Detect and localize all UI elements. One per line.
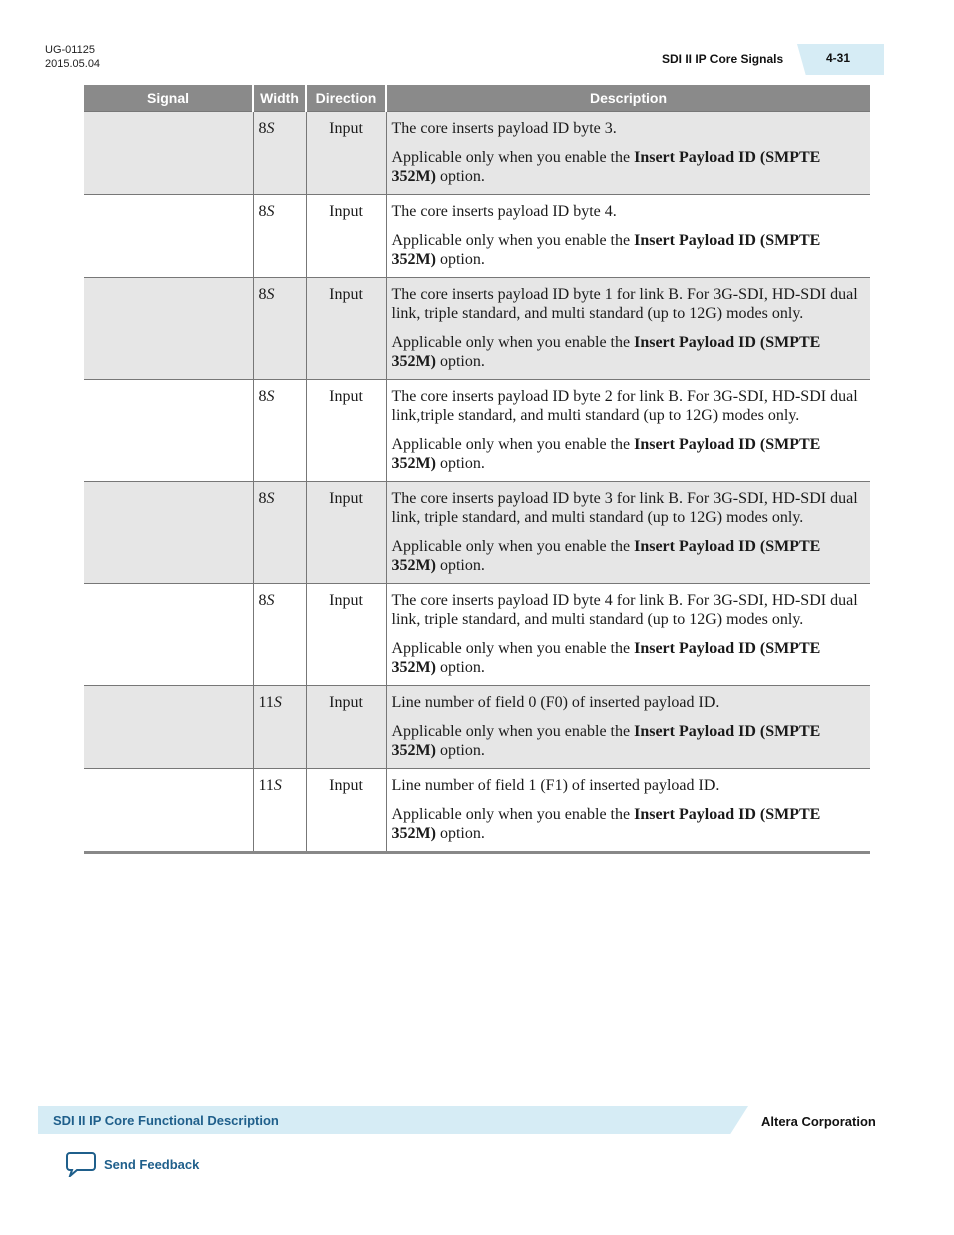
table-row bbox=[84, 278, 870, 380]
note-prefix: Applicable only when you enable the bbox=[391, 538, 635, 555]
signal-table bbox=[84, 85, 870, 854]
note-suffix: option. bbox=[435, 825, 485, 842]
applicability-note bbox=[392, 231, 866, 269]
company-name: Altera Corporation bbox=[761, 1114, 876, 1129]
column-header-width: Width bbox=[253, 85, 306, 112]
width-value: 8 bbox=[258, 388, 267, 405]
description-cell bbox=[386, 278, 870, 380]
footer-section-link[interactable]: SDI II IP Core Functional Description bbox=[53, 1113, 279, 1128]
table-body bbox=[84, 112, 870, 853]
description-cell bbox=[386, 584, 870, 686]
signal-cell bbox=[84, 380, 253, 482]
width-variable: S bbox=[273, 777, 282, 794]
direction-cell: Input bbox=[306, 195, 386, 278]
width-cell bbox=[253, 686, 306, 769]
table-row bbox=[84, 769, 870, 853]
note-suffix: option. bbox=[435, 659, 485, 676]
signal-cell bbox=[84, 195, 253, 278]
applicability-note bbox=[392, 537, 866, 575]
note-prefix: Applicable only when you enable the bbox=[391, 232, 635, 249]
note-suffix: option. bbox=[435, 742, 485, 759]
applicability-note bbox=[392, 805, 866, 843]
column-header-description: Description bbox=[386, 85, 870, 112]
note-option-name: Insert Payload ID (SMPTE 352M) bbox=[391, 436, 821, 472]
width-value: 8 bbox=[258, 203, 267, 220]
note-option-name: Insert Payload ID (SMPTE 352M) bbox=[391, 538, 821, 574]
signal-cell bbox=[84, 482, 253, 584]
document-id: UG-01125 bbox=[45, 44, 95, 56]
send-feedback-link[interactable] bbox=[66, 1150, 199, 1178]
description-cell bbox=[386, 195, 870, 278]
description-text: The core inserts payload ID byte 2 for link B. For 3G-SDI, HD-SDI dual link,triple standard, and multi standard (up to 12G) modes only. bbox=[391, 388, 858, 424]
direction-cell: Input bbox=[306, 278, 386, 380]
applicability-note bbox=[392, 639, 866, 677]
width-variable: S bbox=[266, 592, 275, 609]
signal-cell bbox=[84, 278, 253, 380]
width-value: 8 bbox=[258, 490, 267, 507]
description-cell bbox=[386, 769, 870, 853]
note-option-name: Insert Payload ID (SMPTE 352M) bbox=[391, 334, 821, 370]
width-variable: S bbox=[266, 120, 275, 137]
section-title: SDI II IP Core Signals bbox=[662, 52, 784, 66]
note-prefix: Applicable only when you enable the bbox=[391, 334, 635, 351]
table-row bbox=[84, 482, 870, 584]
page-number: 4-31 bbox=[826, 51, 851, 65]
applicability-note bbox=[392, 722, 866, 760]
note-prefix: Applicable only when you enable the bbox=[391, 149, 635, 166]
note-prefix: Applicable only when you enable the bbox=[391, 436, 635, 453]
description-text: Line number of field 1 (F1) of inserted payload ID. bbox=[391, 777, 720, 794]
note-prefix: Applicable only when you enable the bbox=[391, 723, 635, 740]
signal-cell bbox=[84, 769, 253, 853]
direction-cell: Input bbox=[306, 584, 386, 686]
width-cell bbox=[253, 769, 306, 853]
note-option-name: Insert Payload ID (SMPTE 352M) bbox=[391, 806, 821, 842]
table-row bbox=[84, 112, 870, 195]
width-cell bbox=[253, 195, 306, 278]
note-prefix: Applicable only when you enable the bbox=[391, 806, 635, 823]
description-text: The core inserts payload ID byte 1 for link B. For 3G-SDI, HD-SDI dual link, triple standard, and multi standard (up to 12G) modes only. bbox=[391, 286, 858, 322]
signal-cell bbox=[84, 112, 253, 195]
description-text: The core inserts payload ID byte 4 for link B. For 3G-SDI, HD-SDI dual link, triple standard, and multi standard (up to 12G) modes only. bbox=[391, 592, 858, 628]
description-cell bbox=[386, 112, 870, 195]
table-row bbox=[84, 584, 870, 686]
document-date: 2015.05.04 bbox=[45, 58, 101, 70]
column-header-direction: Direction bbox=[306, 85, 386, 112]
description-text: The core inserts payload ID byte 3. bbox=[391, 120, 617, 137]
note-prefix: Applicable only when you enable the bbox=[391, 640, 635, 657]
table-row bbox=[84, 380, 870, 482]
note-suffix: option. bbox=[435, 557, 485, 574]
table-row bbox=[84, 195, 870, 278]
note-option-name: Insert Payload ID (SMPTE 352M) bbox=[391, 723, 821, 759]
width-value: 11 bbox=[258, 777, 274, 794]
note-suffix: option. bbox=[435, 251, 485, 268]
width-variable: S bbox=[273, 694, 282, 711]
direction-cell: Input bbox=[306, 380, 386, 482]
direction-cell: Input bbox=[306, 686, 386, 769]
send-feedback-label: Send Feedback bbox=[104, 1156, 200, 1172]
description-cell bbox=[386, 380, 870, 482]
description-text: The core inserts payload ID byte 4. bbox=[391, 203, 617, 220]
width-variable: S bbox=[266, 490, 275, 507]
column-header-signal: Signal bbox=[84, 85, 253, 112]
direction-cell: Input bbox=[306, 769, 386, 853]
direction-cell: Input bbox=[306, 482, 386, 584]
applicability-note bbox=[392, 333, 866, 371]
width-value: 8 bbox=[258, 286, 267, 303]
document-id-block bbox=[45, 43, 100, 71]
description-text: The core inserts payload ID byte 3 for link B. For 3G-SDI, HD-SDI dual link, triple standard, and multi standard (up to 12G) modes only. bbox=[391, 490, 858, 526]
width-variable: S bbox=[266, 203, 275, 220]
width-value: 8 bbox=[258, 592, 267, 609]
table-row bbox=[84, 686, 870, 769]
width-variable: S bbox=[266, 286, 275, 303]
description-cell bbox=[386, 482, 870, 584]
signal-cell bbox=[84, 686, 253, 769]
description-cell bbox=[386, 686, 870, 769]
width-cell bbox=[253, 482, 306, 584]
note-option-name: Insert Payload ID (SMPTE 352M) bbox=[391, 640, 821, 676]
note-suffix: option. bbox=[435, 455, 485, 472]
applicability-note bbox=[392, 148, 866, 186]
width-value: 11 bbox=[258, 694, 274, 711]
width-value: 8 bbox=[258, 120, 267, 137]
width-cell bbox=[253, 380, 306, 482]
width-cell bbox=[253, 584, 306, 686]
note-suffix: option. bbox=[435, 353, 485, 370]
width-variable: S bbox=[266, 388, 275, 405]
direction-cell: Input bbox=[306, 112, 386, 195]
table-header-row bbox=[84, 85, 870, 112]
width-cell bbox=[253, 112, 306, 195]
speech-bubble-icon bbox=[66, 1151, 96, 1177]
signal-cell bbox=[84, 584, 253, 686]
note-option-name: Insert Payload ID (SMPTE 352M) bbox=[391, 149, 821, 185]
description-text: Line number of field 0 (F0) of inserted payload ID. bbox=[391, 694, 720, 711]
note-option-name: Insert Payload ID (SMPTE 352M) bbox=[391, 232, 821, 268]
applicability-note bbox=[392, 435, 866, 473]
note-suffix: option. bbox=[435, 168, 485, 185]
width-cell bbox=[253, 278, 306, 380]
